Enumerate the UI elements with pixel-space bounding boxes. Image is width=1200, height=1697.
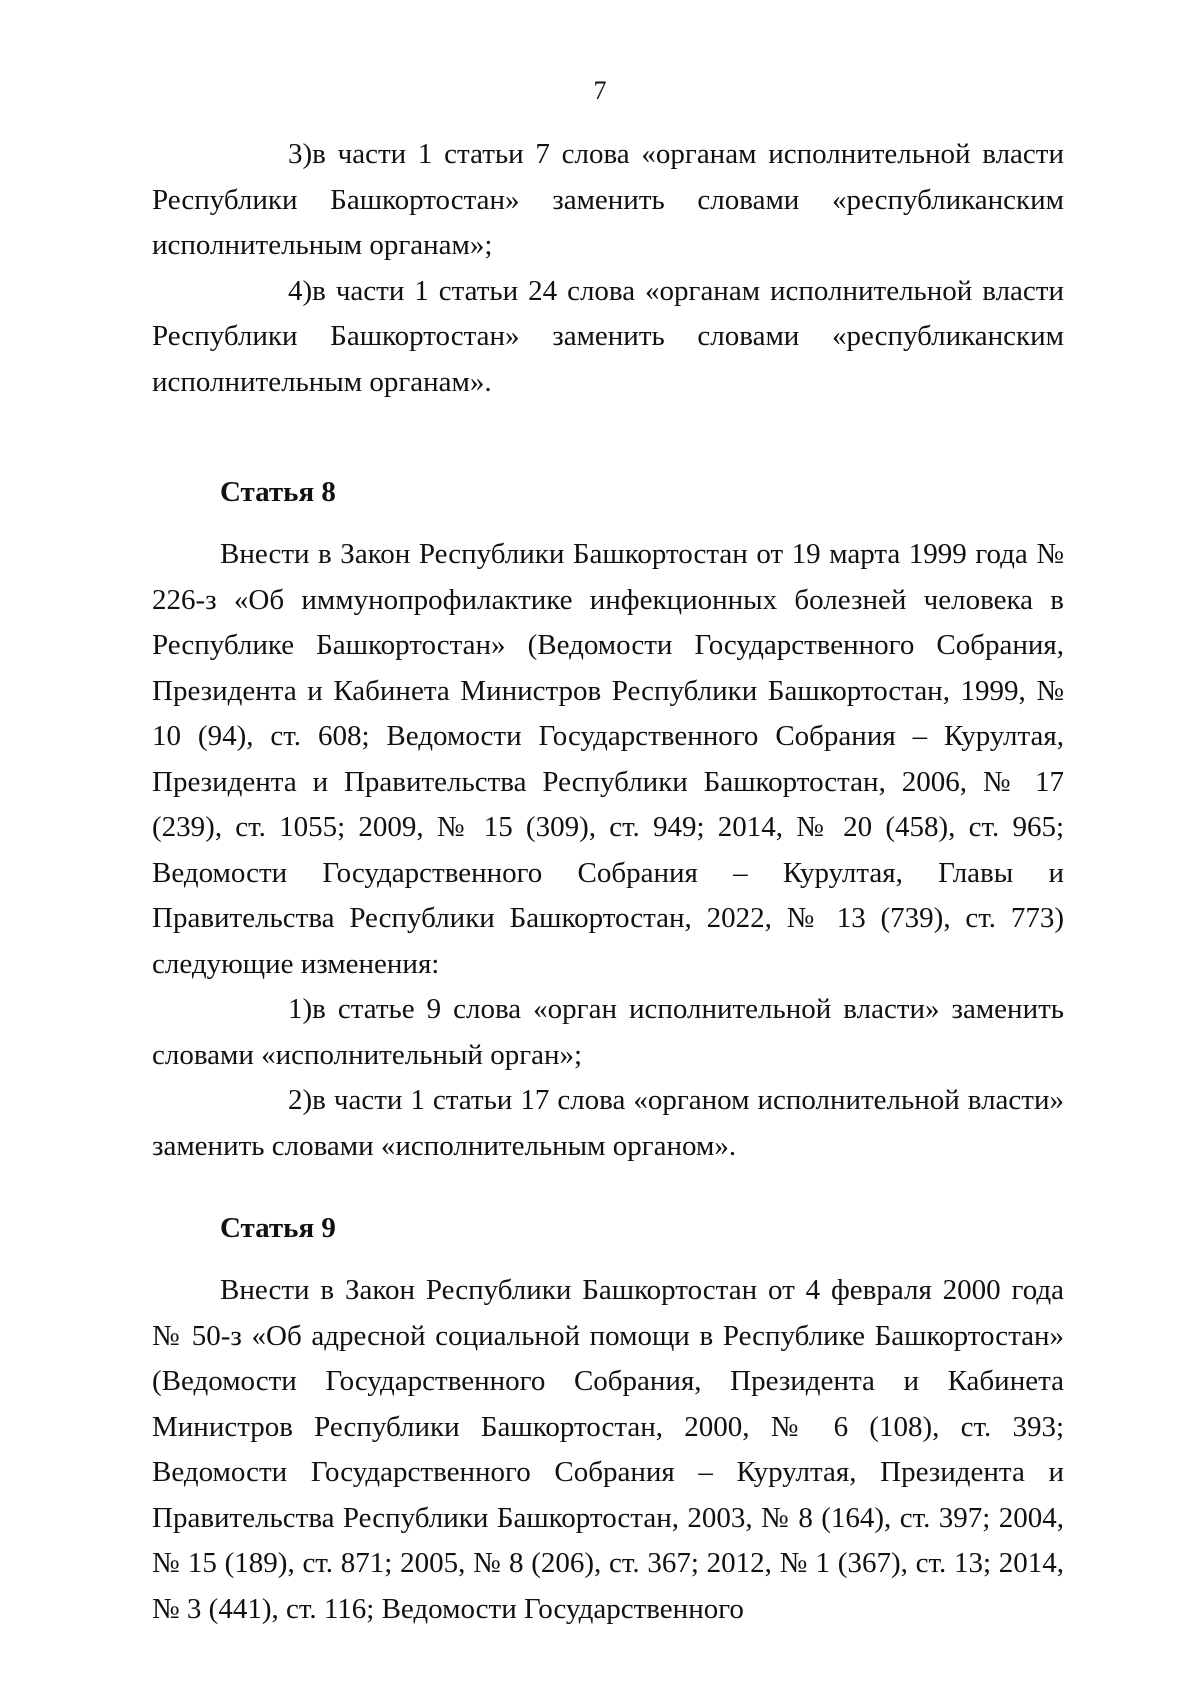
article-8-intro: Внести в Закон Республики Башкортостан от 19 марта 1999 года № 226-з «Об иммунопрофилактике инфекционных болезней человека в Республике Башкортостан» (Ведомости Государственного Собрания, Президента и Кабинета Министров Республики Башкортостан, 1999, № 10 (94), ст. 608; Ведомости Государственного Собрания – Курултая, Президента и Правительства Республики Башкортостан, 2006, № 17 (239), ст. 1055; 2009, № 15 (309), ст. 949; 2014, № 20 (458), ст. 965; Ведомости Государственного Собрания – Курултая, Главы и Правительства Республики Башкортостан, 2022, № 13 (739), ст. 773) следующие изменения:	[152, 538, 1064, 980]
item-number: 1)	[288, 993, 313, 1025]
item-number: 2)	[288, 1084, 313, 1116]
article-8	[152, 470, 1064, 1169]
list-item	[152, 269, 1064, 406]
item-number: 3)	[288, 138, 313, 170]
list-item	[152, 987, 1064, 1078]
item-text: в части 1 статьи 24 слова «органам исполнительной власти Республики Башкортостан» заменить словами «республиканским исполнительным органам».	[152, 274, 1064, 398]
article-9-intro: Внести в Закон Республики Башкортостан от 4 февраля 2000 года № 50-з «Об адресной социальной помощи в Республике Башкортостан» (Ведомости Государственного Собрания, Президента и Кабинета Министров Республики Башкортостан, 2000, № 6 (108), ст. 393; Ведомости Государственного Собрания – Курултая, Президента и Правительства Республики Башкортостан, 2003, № 8 (164), ст. 397; 2004, № 15 (189), ст. 871; 2005, № 8 (206), ст. 367; 2012, № 1 (367), ст. 13; 2014, № 3 (441), ст. 116; Ведомости Государственного	[152, 1274, 1064, 1625]
list-item	[152, 1078, 1064, 1169]
article-8-title: Статья 8	[220, 476, 336, 508]
article-9	[152, 1206, 1064, 1632]
page-number: 7	[593, 76, 607, 105]
item-text: в части 1 статьи 7 слова «органам исполнительной власти Республики Башкортостан» заменить словами «республиканским исполнительным органам»;	[152, 138, 1064, 261]
item-text: в части 1 статьи 17 слова «органом исполнительной власти» заменить словами «исполнительным органом».	[152, 1084, 1064, 1162]
list-item	[152, 132, 1064, 269]
article-9-title: Статья 9	[220, 1212, 336, 1244]
previous-article-items	[152, 132, 1064, 405]
item-text: в статье 9 слова «орган исполнительной власти» заменить словами «исполнительный орган»;	[152, 993, 1064, 1071]
item-number: 4)	[288, 274, 313, 307]
